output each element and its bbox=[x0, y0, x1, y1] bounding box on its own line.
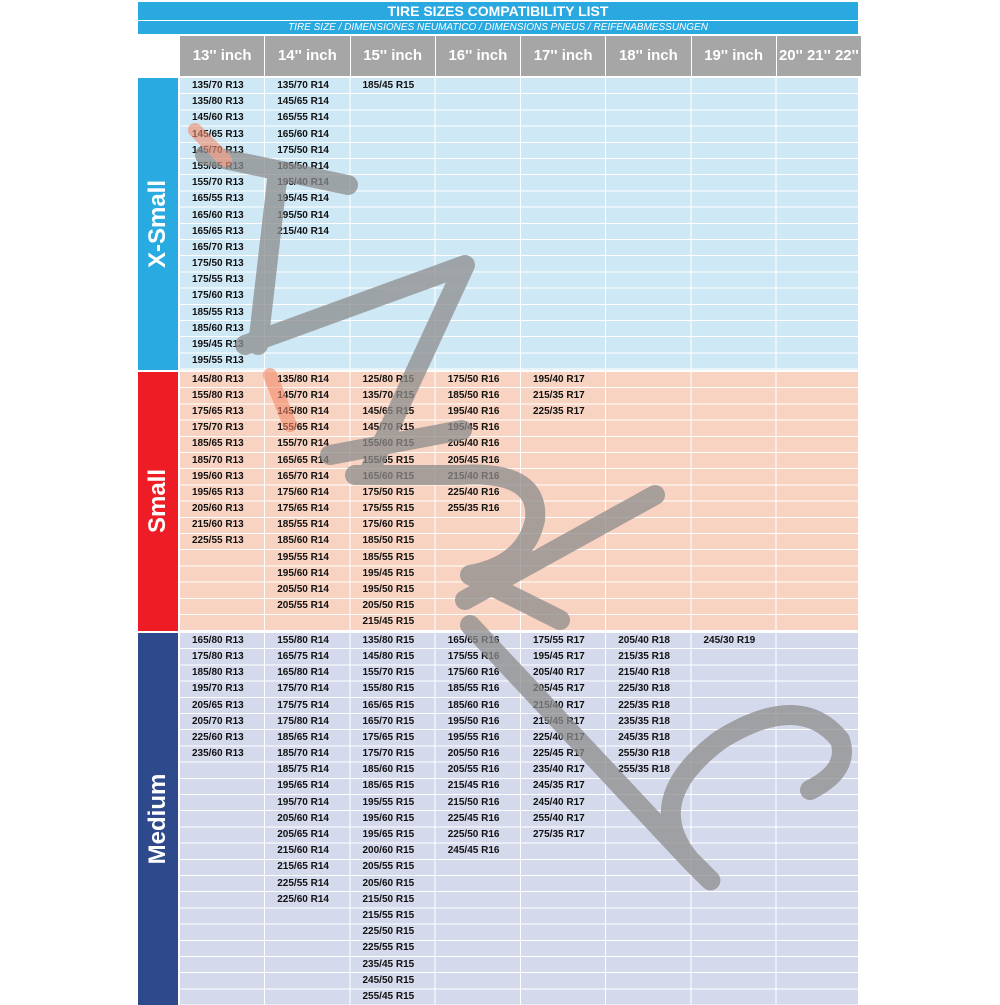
tire-size-cell: 235/60 R13 bbox=[192, 748, 244, 760]
tire-size-cell: 195/55 R16 bbox=[447, 731, 500, 743]
size-column bbox=[265, 372, 350, 615]
tire-size-cell: 165/65 R14 bbox=[277, 454, 329, 466]
tire-size-cell: 225/35 R17 bbox=[533, 405, 585, 417]
tire-size-cell: 215/35 R17 bbox=[533, 389, 585, 401]
section-label bbox=[138, 633, 178, 1005]
tire-size-cell: 205/50 R15 bbox=[362, 600, 415, 612]
tire-size-cell: 225/40 R17 bbox=[533, 731, 585, 743]
tire-size-cell: 185/65 R14 bbox=[277, 731, 329, 743]
tire-size-cell: 165/60 R13 bbox=[192, 209, 244, 221]
tire-size-cell: 205/50 R14 bbox=[277, 584, 329, 596]
tire-size-cell: 165/60 R15 bbox=[362, 470, 415, 482]
section-label-text: Medium bbox=[144, 773, 171, 865]
tire-size-cell: 205/55 R16 bbox=[447, 764, 500, 776]
tire-size-cell: 185/60 R15 bbox=[362, 764, 415, 776]
tire-size-cell: 165/65 R13 bbox=[192, 225, 244, 237]
tire-size-cell: 195/60 R15 bbox=[362, 812, 415, 824]
tire-size-cell: 215/45 R17 bbox=[533, 715, 585, 727]
tire-size-cell: 195/65 R13 bbox=[192, 486, 244, 498]
tire-size-cell: 145/80 R15 bbox=[362, 650, 415, 662]
tire-size-cell: 155/70 R15 bbox=[362, 667, 415, 679]
tire-size-cell: 175/50 R14 bbox=[277, 144, 329, 156]
tire-size-cell: 145/70 R13 bbox=[192, 144, 244, 156]
tire-size-cell: 235/35 R18 bbox=[618, 715, 670, 727]
tire-size-cell: 175/70 R13 bbox=[192, 422, 244, 434]
column-header: 19'' inch bbox=[692, 36, 776, 76]
tire-size-cell: 205/60 R13 bbox=[192, 503, 244, 515]
tire-size-cell: 135/70 R13 bbox=[192, 80, 244, 91]
tire-size-cell: 145/65 R13 bbox=[192, 128, 244, 140]
size-column bbox=[351, 78, 436, 94]
size-column bbox=[692, 633, 777, 649]
size-column bbox=[265, 633, 350, 908]
tire-size-cell: 185/50 R15 bbox=[362, 535, 415, 547]
tire-size-cell: 165/70 R14 bbox=[277, 470, 329, 482]
tire-size-cell: 185/55 R13 bbox=[192, 306, 244, 318]
tire-size-cell: 195/40 R17 bbox=[533, 373, 585, 385]
tire-size-cell: 195/65 R15 bbox=[362, 829, 415, 841]
tire-size-cell: 275/35 R17 bbox=[533, 829, 585, 841]
tire-size-cell: 215/50 R15 bbox=[362, 893, 415, 905]
tire-size-cell: 145/80 R13 bbox=[192, 373, 244, 385]
tire-size-cell: 245/30 R19 bbox=[703, 634, 756, 646]
tire-size-cell: 225/50 R16 bbox=[447, 829, 500, 841]
tire-size-cell: 155/65 R15 bbox=[362, 454, 415, 466]
tire-size-cell: 195/55 R14 bbox=[277, 551, 329, 563]
tire-size-cell: 165/75 R14 bbox=[277, 650, 329, 662]
tire-size-cell: 215/40 R14 bbox=[277, 225, 329, 237]
tire-size-cell: 215/40 R16 bbox=[447, 470, 500, 482]
tire-size-cell: 155/80 R13 bbox=[192, 389, 244, 401]
tire-size-cell: 185/45 R15 bbox=[362, 80, 415, 91]
tire-size-cell: 175/65 R13 bbox=[192, 405, 244, 417]
tire-size-cell: 205/40 R18 bbox=[618, 634, 670, 646]
tire-size-cell: 205/50 R16 bbox=[447, 748, 500, 760]
tire-size-cell: 135/80 R15 bbox=[362, 634, 415, 646]
size-column bbox=[180, 633, 265, 763]
size-column bbox=[436, 633, 521, 860]
tire-size-cell: 155/80 R14 bbox=[277, 634, 329, 646]
tire-size-cell: 175/60 R16 bbox=[447, 667, 500, 679]
tire-size-cell: 225/30 R18 bbox=[618, 683, 670, 695]
tire-size-cell: 175/60 R14 bbox=[277, 486, 329, 498]
tire-size-cell: 225/55 R14 bbox=[277, 877, 329, 889]
tire-size-cell: 215/60 R13 bbox=[192, 519, 244, 531]
tire-size-cell: 215/45 R16 bbox=[447, 780, 500, 792]
tire-size-cell: 185/60 R13 bbox=[192, 322, 244, 334]
tire-size-cell: 245/35 R18 bbox=[618, 731, 670, 743]
tire-size-cell: 145/65 R15 bbox=[362, 405, 415, 417]
tire-size-cell: 215/40 R17 bbox=[533, 699, 585, 711]
column-header: 20'' 21'' 22'' bbox=[777, 36, 861, 76]
section-label-text: X-Small bbox=[144, 179, 171, 268]
column-header: 14'' inch bbox=[265, 36, 349, 76]
tire-size-cell: 185/70 R14 bbox=[277, 748, 329, 760]
tire-size-cell: 205/70 R13 bbox=[192, 715, 244, 727]
tire-size-cell: 165/65 R16 bbox=[447, 634, 500, 646]
tire-size-cell: 245/40 R17 bbox=[533, 796, 585, 808]
tire-size-cell: 185/65 R13 bbox=[192, 438, 244, 450]
column-header: 15'' inch bbox=[351, 36, 435, 76]
tire-size-cell: 185/50 R16 bbox=[447, 389, 500, 401]
tire-size-cell: 195/65 R14 bbox=[277, 780, 329, 792]
tire-size-cell: 185/50 R14 bbox=[277, 160, 329, 172]
tire-size-cell: 215/55 R15 bbox=[362, 909, 415, 921]
tire-size-cell: 165/65 R15 bbox=[362, 699, 415, 711]
tire-size-cell: 245/50 R15 bbox=[362, 974, 415, 986]
tire-size-cell: 155/60 R15 bbox=[362, 438, 415, 450]
tire-size-cell: 175/55 R17 bbox=[533, 634, 585, 646]
tire-size-cell: 185/75 R14 bbox=[277, 764, 329, 776]
tire-size-cell: 185/65 R15 bbox=[362, 780, 415, 792]
tire-size-cell: 215/45 R15 bbox=[362, 616, 415, 628]
section-label-text: Small bbox=[144, 469, 171, 534]
section-label bbox=[138, 78, 178, 370]
size-column bbox=[436, 372, 521, 518]
tire-size-cell: 225/45 R16 bbox=[447, 812, 500, 824]
page-title: TIRE SIZES COMPATIBILITY LIST bbox=[138, 2, 858, 20]
tire-size-cell: 165/60 R14 bbox=[277, 128, 329, 140]
tire-size-cell: 145/70 R14 bbox=[277, 389, 329, 401]
size-section-x-small bbox=[138, 78, 858, 370]
tire-size-cell: 205/40 R17 bbox=[533, 667, 585, 679]
tire-size-cell: 155/80 R15 bbox=[362, 683, 415, 695]
tire-size-cell: 235/45 R15 bbox=[362, 958, 415, 970]
page-subtitle: TIRE SIZE / DIMENSIONES NEUMATICO / DIMENSIONS PNEUS / REIFENABMESSUNGEN bbox=[138, 21, 858, 34]
size-column bbox=[521, 633, 606, 843]
tire-size-cell: 185/60 R16 bbox=[447, 699, 500, 711]
tire-size-cell: 165/55 R14 bbox=[277, 112, 329, 124]
tire-size-cell: 155/65 R14 bbox=[277, 422, 329, 434]
tire-size-cell: 215/35 R18 bbox=[618, 650, 670, 662]
tire-size-cell: 225/60 R14 bbox=[277, 893, 329, 905]
tire-size-cell: 145/70 R15 bbox=[362, 422, 415, 434]
tire-size-cell: 245/45 R16 bbox=[447, 845, 500, 857]
tire-size-cell: 195/50 R16 bbox=[447, 715, 500, 727]
tire-size-cell: 205/45 R17 bbox=[533, 683, 585, 695]
tire-size-cell: 205/60 R14 bbox=[277, 812, 329, 824]
tire-size-cell: 205/40 R16 bbox=[447, 438, 500, 450]
tire-size-cell: 195/60 R13 bbox=[192, 470, 244, 482]
tire-size-cell: 185/55 R16 bbox=[447, 683, 500, 695]
tire-size-cell: 135/80 R14 bbox=[277, 373, 329, 385]
column-header: 16'' inch bbox=[436, 36, 520, 76]
tire-size-cell: 205/55 R15 bbox=[362, 861, 415, 873]
tire-size-cell: 205/45 R16 bbox=[447, 454, 500, 466]
tire-size-cell: 175/80 R13 bbox=[192, 650, 244, 662]
tire-size-cell: 215/40 R18 bbox=[618, 667, 670, 679]
tire-size-cell: 175/70 R15 bbox=[362, 748, 415, 760]
tire-size-cell: 145/60 R13 bbox=[192, 112, 244, 124]
tire-size-cell: 155/70 R13 bbox=[192, 177, 244, 189]
tire-size-cell: 135/70 R14 bbox=[277, 80, 329, 91]
column-header: 18'' inch bbox=[606, 36, 690, 76]
tire-size-cell: 185/80 R13 bbox=[192, 667, 244, 679]
tire-size-cell: 245/35 R17 bbox=[533, 780, 585, 792]
tire-size-cell: 205/65 R13 bbox=[192, 699, 244, 711]
tire-size-cell: 195/50 R14 bbox=[277, 209, 329, 221]
tire-size-cell: 195/45 R15 bbox=[362, 567, 415, 579]
tire-size-cell: 205/60 R15 bbox=[362, 877, 415, 889]
tire-size-cell: 175/55 R15 bbox=[362, 503, 415, 515]
tire-size-cell: 165/70 R15 bbox=[362, 715, 415, 727]
column-header: 13'' inch bbox=[180, 36, 264, 76]
size-column bbox=[351, 633, 436, 1005]
tire-size-cell: 165/55 R13 bbox=[192, 193, 244, 205]
tire-size-cell: 175/50 R13 bbox=[192, 258, 244, 270]
tire-size-cell: 255/45 R15 bbox=[362, 990, 415, 1002]
tire-size-cell: 135/70 R15 bbox=[362, 389, 415, 401]
tire-size-cell: 255/35 R16 bbox=[447, 503, 500, 515]
tire-size-cell: 195/40 R14 bbox=[277, 177, 329, 189]
tire-size-cell: 175/65 R14 bbox=[277, 503, 329, 515]
tire-size-cell: 185/70 R13 bbox=[192, 454, 244, 466]
tire-size-cell: 175/65 R15 bbox=[362, 731, 415, 743]
size-section-medium bbox=[138, 633, 858, 1005]
tire-size-cell: 175/60 R15 bbox=[362, 519, 415, 531]
tire-size-cell: 185/55 R15 bbox=[362, 551, 415, 563]
size-column bbox=[521, 372, 606, 421]
tire-size-cell: 195/45 R16 bbox=[447, 422, 500, 434]
section-label bbox=[138, 372, 178, 631]
tire-size-cell: 175/70 R14 bbox=[277, 683, 329, 695]
tire-size-cell: 175/50 R16 bbox=[447, 373, 500, 385]
tire-size-cell: 225/40 R16 bbox=[447, 486, 500, 498]
tire-size-cell: 195/45 R14 bbox=[277, 193, 329, 205]
tire-size-cell: 145/65 R14 bbox=[277, 96, 329, 108]
tire-size-cell: 155/65 R13 bbox=[192, 160, 244, 172]
tire-size-cell: 185/55 R14 bbox=[277, 519, 329, 531]
tire-size-cell: 255/35 R18 bbox=[618, 764, 670, 776]
compatibility-table bbox=[138, 36, 858, 1000]
tire-size-cell: 215/60 R14 bbox=[277, 845, 329, 857]
tire-size-cell: 155/70 R14 bbox=[277, 438, 329, 450]
tire-size-cell: 175/75 R14 bbox=[277, 699, 329, 711]
tire-size-cell: 195/45 R13 bbox=[192, 339, 244, 350]
tire-size-cell: 200/60 R15 bbox=[362, 845, 415, 857]
size-column bbox=[351, 372, 436, 631]
tire-size-cell: 195/70 R13 bbox=[192, 683, 244, 695]
tire-size-cell: 175/55 R13 bbox=[192, 274, 244, 286]
size-column bbox=[265, 78, 350, 240]
tire-size-cell: 165/70 R13 bbox=[192, 241, 244, 253]
tire-size-cell: 195/40 R16 bbox=[447, 405, 500, 417]
tire-size-cell: 225/60 R13 bbox=[192, 731, 244, 743]
tire-size-cell: 205/55 R14 bbox=[277, 600, 329, 612]
tire-size-cell: 235/40 R17 bbox=[533, 764, 585, 776]
tire-size-cell: 225/55 R13 bbox=[192, 535, 244, 547]
tire-size-cell: 175/50 R15 bbox=[362, 486, 415, 498]
tire-size-cell: 255/40 R17 bbox=[533, 812, 585, 824]
tire-size-cell: 195/55 R15 bbox=[362, 796, 415, 808]
size-column bbox=[606, 633, 691, 779]
tire-size-cell: 165/80 R13 bbox=[192, 634, 244, 646]
tire-size-cell: 145/80 R14 bbox=[277, 405, 329, 417]
tire-size-cell: 225/35 R18 bbox=[618, 699, 670, 711]
tire-size-cell: 205/65 R14 bbox=[277, 829, 329, 841]
tire-size-cell: 175/55 R16 bbox=[447, 650, 500, 662]
tire-size-cell: 195/45 R17 bbox=[533, 650, 585, 662]
tire-size-cell: 185/60 R14 bbox=[277, 535, 329, 547]
tire-size-cell: 175/60 R13 bbox=[192, 290, 244, 302]
tire-size-cell: 225/45 R17 bbox=[533, 748, 585, 760]
size-column bbox=[180, 372, 265, 550]
tire-size-cell: 195/70 R14 bbox=[277, 796, 329, 808]
tire-size-cell: 255/30 R18 bbox=[618, 748, 670, 760]
column-header: 17'' inch bbox=[521, 36, 605, 76]
tire-size-cell: 195/50 R15 bbox=[362, 584, 415, 596]
size-section-small bbox=[138, 372, 858, 631]
tire-size-cell: 195/55 R13 bbox=[192, 355, 244, 367]
tire-size-cell: 165/80 R14 bbox=[277, 667, 329, 679]
tire-size-cell: 215/50 R16 bbox=[447, 796, 500, 808]
size-column bbox=[180, 78, 265, 369]
tire-size-cell: 125/80 R15 bbox=[362, 373, 415, 385]
tire-size-cell: 135/80 R13 bbox=[192, 96, 244, 108]
tire-size-cell: 225/50 R15 bbox=[362, 926, 415, 938]
tire-size-cell: 215/65 R14 bbox=[277, 861, 329, 873]
tire-size-cell: 175/80 R14 bbox=[277, 715, 329, 727]
tire-size-cell: 195/60 R14 bbox=[277, 567, 329, 579]
tire-size-cell: 225/55 R15 bbox=[362, 942, 415, 954]
